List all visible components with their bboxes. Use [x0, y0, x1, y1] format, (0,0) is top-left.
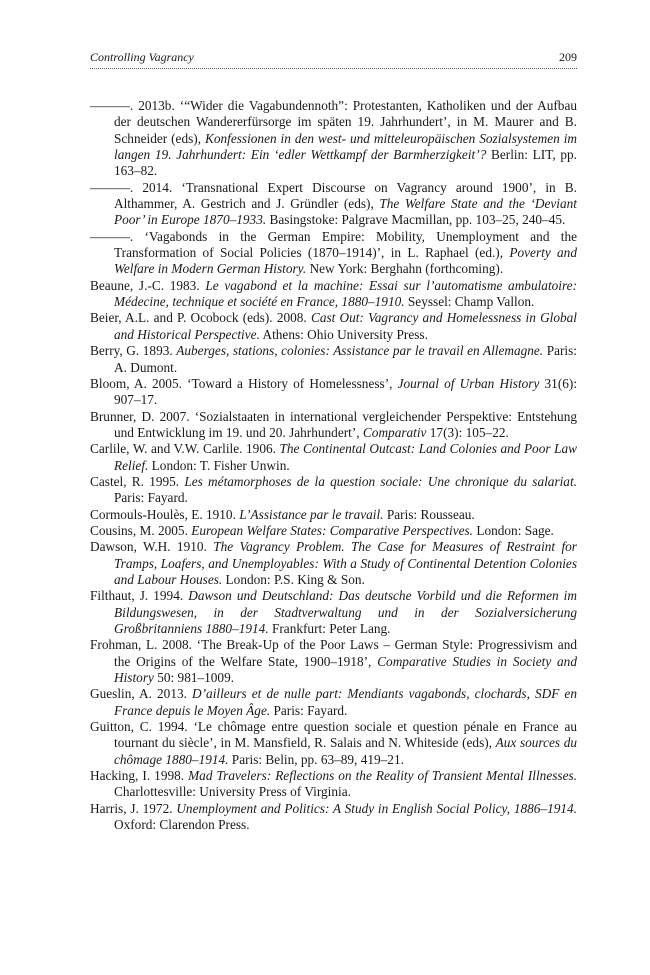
reference-text: Paris: Rousseau. — [383, 506, 475, 522]
reference-title: The Welfare State and the ‘Deviant Poor’ in Europe 1870–1933. — [114, 196, 577, 228]
reference-title: Mad Travelers: Reflections on the Reality of Transient Mental Illnesses. — [188, 768, 577, 784]
reference-entry — [90, 180, 577, 229]
reference-entry — [90, 98, 577, 180]
reference-entry — [90, 686, 577, 719]
reference-text: Paris: A. Dumont. — [114, 343, 577, 375]
reference-text: Athens: Ohio University Press. — [259, 326, 428, 342]
reference-title: Les métamorphoses de la question sociale: Une chronique du salariat. — [184, 473, 577, 489]
reference-entry — [90, 719, 577, 768]
reference-text: Brunner, D. 2007. ‘Sozialstaaten in international vergleichender Perspektive: Entstehung und Entwicklung im 19. und 20. Jahrhundert’, — [90, 408, 577, 440]
reference-text: Seyssel: Champ Vallon. — [404, 294, 535, 310]
reference-entry — [90, 768, 577, 801]
reference-text: Harris, J. 1972. — [90, 800, 177, 816]
reference-entry — [90, 278, 577, 311]
reference-entry — [90, 507, 577, 523]
reference-title: D’ailleurs et de nulle part: Mendiants vagabonds, clochards, SDF en France depuis le Moyen Âge. — [114, 686, 577, 718]
reference-title: Poverty and Welfare in Modern German History. — [114, 245, 577, 277]
reference-text: Paris: Fayard. — [270, 702, 348, 718]
reference-text: Basingstoke: Palgrave Macmillan, pp. 103–25, 240–45. — [266, 212, 566, 228]
reference-title: Aux sources du chômage 1880–1914. — [114, 735, 578, 767]
reference-text: Hacking, I. 1998. — [90, 768, 189, 784]
reference-title: Journal of Urban History — [397, 375, 540, 391]
reference-text: Carlile, W. and V.W. Carlile. 1906. — [90, 441, 280, 457]
reference-title: The Vagrancy Problem. The Case for Measures of Restraint for Tramps, Loafers, and Unemployables: With a Study of Continental Detention Colonies and Labour Houses. — [114, 539, 577, 587]
running-title: Controlling Vagrancy — [90, 50, 194, 64]
reference-text: ———. ‘Vagabonds in the German Empire: Mobility, Unemployment and the Transformation of Social Policies (1870–1914)’, in L. Raphael (ed.), — [90, 228, 577, 261]
reference-text: Paris: Fayard. — [114, 490, 188, 506]
reference-entry — [90, 523, 577, 539]
reference-text: Beaune, J.-C. 1983. — [90, 277, 206, 293]
reference-text: ———. 2013b. ‘“Wider die Vagabundennoth”: Protestanten, Katholiken und der Aufbau der deutschen Wandererfürsorge im späten 19. Jahrhundert’, in M. Maurer and B. Schneider (eds), — [90, 98, 577, 146]
reference-title: Auberges, stations, colonies: Assistance par le travail en Allemagne. — [176, 343, 544, 359]
reference-entry — [90, 441, 577, 474]
reference-title: Comparativ — [362, 424, 427, 440]
reference-text: Filthaut, J. 1994. — [90, 588, 189, 604]
reference-text: Guitton, C. 1994. ‘Le chômage entre question sociale et question pénale en France au tournant du siècle’, in M. Mansfield, R. Salais and N. Whiteside (eds), — [90, 719, 577, 751]
reference-text: Berlin: LIT, pp. 163–82. — [114, 147, 577, 179]
reference-text: Frankfurt: Peter Lang. — [268, 621, 391, 636]
reference-text: Bloom, A. 2005. ‘Toward a History of Homelessness’, — [90, 375, 398, 391]
reference-text: Charlottesville: University Press of Virginia. — [114, 784, 351, 800]
reference-text: 50: 981–1009. — [153, 670, 235, 686]
reference-list — [90, 98, 577, 833]
reference-text: Gueslin, A. 2013. — [90, 686, 193, 702]
reference-text: ———. 2014. ‘Transnational Expert Discourse on Vagrancy around 1900’, in B. Althammer, A. Gestrich and J. Gründler (eds), — [90, 179, 577, 212]
reference-text: London: Sage. — [473, 522, 554, 538]
reference-text: Frohman, L. 2008. ‘The Break-Up of the Poor Laws – German Style: Progressivism and the Origins of the Welfare State, 1900–1918’, — [90, 637, 577, 669]
reference-title: Konfessionen in den west- und mitteleuropäischen Sozialsystemen im langen 19. Jahrhundert: Ein ‘edler Wettkampf der Barmherzigkeit’? — [114, 130, 577, 163]
reference-title: Le vagabond et la machine: Essai sur l’automatisme ambulatoire: Médecine, technique et société en France, 1880–1910. — [114, 277, 577, 310]
reference-text: Dawson, W.H. 1910. — [90, 539, 214, 555]
reference-title: Cast Out: Vagrancy and Homelessness in Global and Historical Perspective. — [114, 310, 578, 342]
reference-title: Dawson und Deutschland: Das deutsche Vorbild und die Reformen im Bildungswesen, in der Stadtverwaltung und in der Sozialversicherung Großbritanniens 1880–1914. — [114, 588, 577, 636]
reference-title: L’Assistance par le travail. — [239, 506, 384, 522]
reference-entry — [90, 588, 577, 637]
reference-title: The Continental Outcast: Land Colonies and Poor Law Relief. — [114, 441, 577, 473]
reference-text: 17(3): 105–22. — [426, 424, 509, 440]
reference-text: 31(6): 907–17. — [114, 375, 578, 408]
reference-text: London: P.S. King & Son. — [222, 571, 365, 587]
reference-text: Castel, R. 1995. — [90, 473, 185, 489]
reference-entry — [90, 310, 577, 343]
reference-entry — [90, 229, 577, 278]
reference-text: Paris: Belin, pp. 63–89, 419–21. — [228, 751, 404, 767]
reference-text: Oxford: Clarendon Press. — [114, 817, 250, 833]
reference-text: New York: Berghahn (forthcoming). — [306, 261, 504, 277]
reference-entry — [90, 343, 577, 376]
reference-text: Cousins, M. 2005. — [90, 522, 192, 538]
reference-text: Beier, A.L. and P. Ocobock (eds). 2008. — [90, 310, 311, 326]
reference-text: Cormouls-Houlès, E. 1910. — [90, 506, 240, 522]
reference-entry — [90, 801, 577, 834]
reference-entry — [90, 409, 577, 442]
page-number: 209 — [559, 50, 577, 64]
reference-text: London: T. Fisher Unwin. — [148, 457, 290, 473]
reference-entry — [90, 637, 577, 686]
reference-entry — [90, 539, 577, 588]
reference-entry — [90, 376, 577, 409]
reference-title: Unemployment and Politics: A Study in English Social Policy, 1886–1914. — [176, 800, 577, 816]
reference-title: Comparative Studies in Society and History — [114, 653, 577, 686]
reference-title: European Welfare States: Comparative Perspectives. — [191, 522, 473, 538]
reference-text: Berry, G. 1893. — [90, 343, 177, 359]
running-header — [90, 48, 577, 69]
reference-entry — [90, 474, 577, 507]
